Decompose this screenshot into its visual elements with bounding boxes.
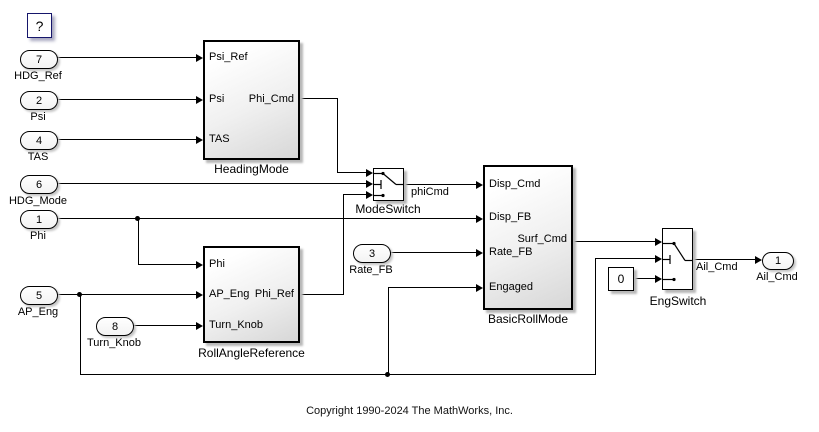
block-heading-mode[interactable] <box>203 40 300 160</box>
signal-line[interactable] <box>389 252 476 253</box>
inport-number: 2 <box>35 94 43 107</box>
block-label-heading-mode: HeadingMode <box>214 162 289 176</box>
arrowhead <box>476 181 483 189</box>
port-label-surf-cmd: Surf_Cmd <box>517 233 567 245</box>
inport-label-hdg-ref: HDG_Ref <box>14 70 62 82</box>
arrowhead <box>476 249 483 257</box>
inport-phi[interactable] <box>20 210 58 229</box>
port-label-tas: TAS <box>209 133 230 145</box>
arrowhead <box>196 291 203 299</box>
signal-label-phicmd: phiCmd <box>411 186 449 198</box>
arrowhead <box>366 180 373 188</box>
signal-line[interactable] <box>388 287 476 288</box>
port-label-phi-ref: Phi_Ref <box>254 288 294 300</box>
port-label-turn-knob: Turn_Knob <box>209 319 264 331</box>
signal-line[interactable] <box>337 172 366 173</box>
port-label-engaged: Engaged <box>489 281 534 293</box>
block-label-eng-switch: EngSwitch <box>649 294 707 308</box>
inport-label-tas: TAS <box>27 151 49 163</box>
arrowhead <box>655 255 662 263</box>
branch-dot <box>77 292 82 297</box>
signal-line[interactable] <box>693 259 755 260</box>
signal-line[interactable] <box>56 139 197 140</box>
signal-line[interactable] <box>343 194 344 295</box>
signal-line[interactable] <box>56 218 476 219</box>
signal-line[interactable] <box>634 278 655 279</box>
signal-line[interactable] <box>300 98 338 99</box>
inport-label-phi: Phi <box>30 230 46 242</box>
block-label-basic-roll-mode: BasicRollMode <box>487 312 569 326</box>
arrowhead <box>476 215 483 223</box>
inport-label-hdg-mode: HDG_Mode <box>8 195 68 207</box>
arrowhead <box>196 54 203 62</box>
switch-icon <box>663 229 692 289</box>
signal-line[interactable] <box>56 99 197 100</box>
signal-line[interactable] <box>56 183 366 184</box>
inport-label-ap-eng: AP_Eng <box>17 306 59 318</box>
outport-ail-cmd[interactable] <box>762 252 794 270</box>
inport-number: 8 <box>111 320 119 333</box>
arrowhead <box>366 169 373 177</box>
arrowhead <box>196 261 203 269</box>
port-label-psi-ref: Psi_Ref <box>209 51 248 63</box>
inport-hdg-mode[interactable] <box>20 175 58 194</box>
block-constant-zero[interactable] <box>608 267 634 291</box>
inport-number: 6 <box>35 178 43 191</box>
help-label: ? <box>35 17 44 34</box>
signal-line[interactable] <box>138 218 139 265</box>
port-label-disp-cmd: Disp_Cmd <box>489 178 541 190</box>
arrowhead <box>366 191 373 199</box>
inport-rate-fb[interactable] <box>353 244 391 263</box>
arrowhead <box>196 322 203 330</box>
arrowhead <box>655 275 662 283</box>
branch-dot <box>135 216 140 221</box>
signal-line[interactable] <box>343 194 366 195</box>
block-roll-angle-reference[interactable] <box>203 246 300 343</box>
inport-number: 1 <box>35 213 43 226</box>
arrowhead <box>196 136 203 144</box>
port-label-ap-eng: AP_Eng <box>209 288 250 300</box>
block-basic-roll-mode[interactable] <box>483 165 573 310</box>
port-label-psi: Psi <box>209 93 225 105</box>
inport-ap-eng[interactable] <box>20 286 58 305</box>
inport-psi[interactable] <box>20 91 58 110</box>
block-eng-switch[interactable] <box>662 228 693 290</box>
constant-value: 0 <box>617 272 625 286</box>
signal-line[interactable] <box>300 294 344 295</box>
signal-line[interactable] <box>132 325 196 326</box>
arrowhead <box>655 238 662 246</box>
inport-label-rate-fb: Rate_FB <box>349 264 393 276</box>
inport-label-turn-knob: Turn_Knob <box>86 337 142 349</box>
switch-icon <box>374 169 403 200</box>
signal-line[interactable] <box>138 264 196 265</box>
inport-number: 4 <box>35 134 43 147</box>
arrowhead <box>476 284 483 292</box>
inport-number: 3 <box>368 247 376 260</box>
port-label-disp-fb: Disp_FB <box>489 211 532 223</box>
help-doc-block[interactable] <box>27 13 52 38</box>
inport-label-psi: Psi <box>30 111 46 123</box>
signal-line[interactable] <box>388 287 389 375</box>
block-label-roll-angle-reference: RollAngleReference <box>198 346 305 360</box>
arrowhead <box>196 96 203 104</box>
block-mode-switch[interactable] <box>373 168 404 201</box>
arrowhead <box>755 256 762 264</box>
signal-line[interactable] <box>80 374 596 375</box>
copyright-text: Copyright 1990-2024 The MathWorks, Inc. <box>306 405 513 417</box>
inport-hdg-ref[interactable] <box>20 50 58 69</box>
port-label-phi-cmd: Phi_Cmd <box>248 93 294 105</box>
signal-line[interactable] <box>573 241 655 242</box>
signal-line[interactable] <box>80 294 81 375</box>
block-label-mode-switch: ModeSwitch <box>355 202 421 216</box>
inport-number: 5 <box>35 289 43 302</box>
port-label-phi: Phi <box>209 258 225 270</box>
signal-label-ail-cmd: Ail_Cmd <box>696 261 738 273</box>
signal-line[interactable] <box>595 258 655 259</box>
outport-label-ail-cmd: Ail_Cmd <box>756 271 798 283</box>
outport-number: 1 <box>774 255 782 267</box>
signal-line[interactable] <box>337 98 338 173</box>
signal-line[interactable] <box>56 57 197 58</box>
inport-number: 7 <box>35 53 43 66</box>
signal-line[interactable] <box>404 184 476 185</box>
inport-turn-knob[interactable] <box>96 317 134 336</box>
branch-dot <box>385 372 390 377</box>
inport-tas[interactable] <box>20 131 58 150</box>
port-label-rate-fb: Rate_FB <box>489 246 533 258</box>
